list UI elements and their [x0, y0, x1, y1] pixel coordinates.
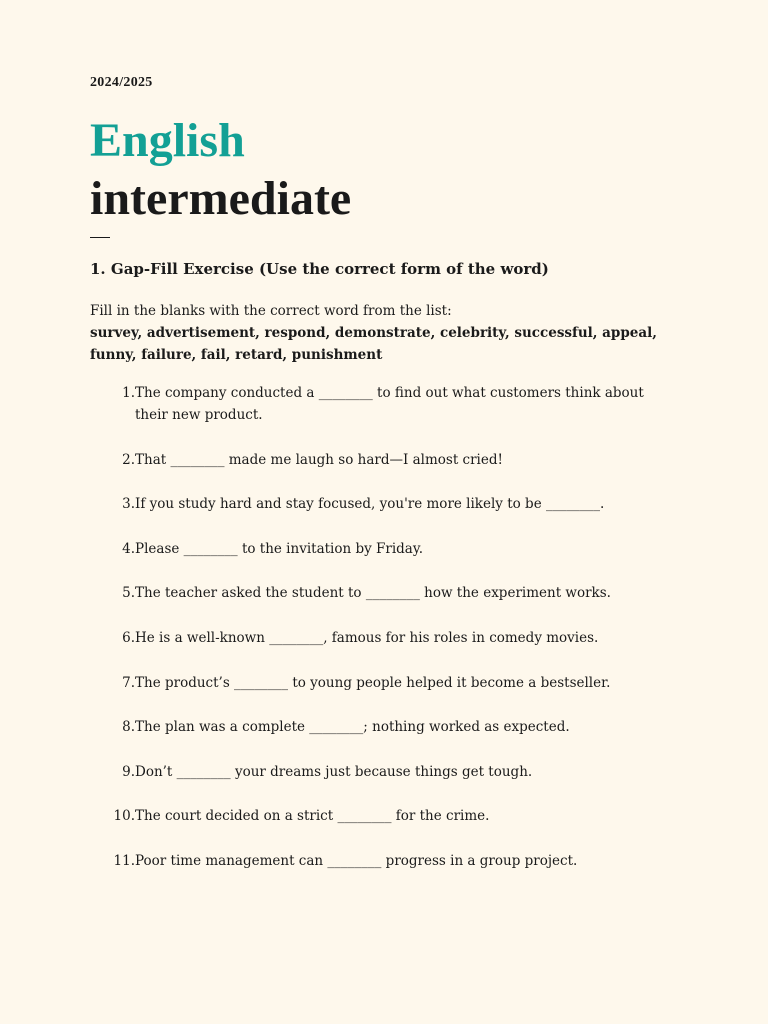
question-list	[90, 382, 680, 895]
question-item	[90, 805, 680, 827]
title-level: intermediate	[90, 172, 352, 225]
question-number: 2.	[122, 451, 135, 468]
question-number: 5.	[122, 585, 135, 602]
question-text: Please ________ to the invitation by Friday.	[135, 540, 423, 557]
instruction-text: Fill in the blanks with the correct word from the list:	[90, 303, 452, 319]
question-number: 10.	[113, 808, 135, 825]
question-item	[90, 449, 680, 471]
question-number: 4.	[122, 540, 135, 557]
question-text: The product’s ________ to young people helped it become a bestseller.	[135, 674, 611, 691]
question-number: 6.	[122, 629, 135, 646]
word-list: survey, advertisement, respond, demonstrate, celebrity, successful, appeal, funny, failure, fail, retard, punishment	[90, 325, 657, 363]
question-item	[90, 672, 680, 694]
question-item	[90, 538, 680, 560]
question-text: The company conducted a ________ to find out what customers think about their new product.	[135, 385, 644, 423]
question-number: 7.	[122, 674, 135, 691]
question-item	[90, 582, 680, 604]
question-text: The court decided on a strict ________ for the crime.	[135, 808, 490, 825]
question-number: 8.	[122, 719, 135, 736]
question-number: 11.	[113, 852, 135, 869]
exercise-heading: 1. Gap-Fill Exercise (Use the correct form of the word)	[90, 260, 549, 278]
question-text: The teacher asked the student to ________ how the experiment works.	[135, 585, 611, 602]
question-number: 3.	[122, 496, 135, 513]
divider	[90, 237, 110, 238]
question-item	[90, 627, 680, 649]
question-text: Don’t ________ your dreams just because things get tough.	[135, 763, 533, 780]
question-item	[90, 761, 680, 783]
exercise-instructions	[90, 300, 670, 366]
question-text: That ________ made me laugh so hard—I almost cried!	[135, 451, 503, 468]
question-item	[90, 850, 680, 872]
question-item	[90, 382, 680, 426]
title-subject: English	[90, 114, 245, 167]
question-number: 9.	[122, 763, 135, 780]
question-text: If you study hard and stay focused, you're more likely to be ________.	[135, 496, 605, 513]
question-number: 1.	[122, 385, 135, 401]
question-text: The plan was a complete ________; nothing worked as expected.	[135, 719, 570, 736]
question-item	[90, 716, 680, 738]
question-item	[90, 493, 680, 515]
school-year: 2024/2025	[90, 75, 153, 90]
question-text: Poor time management can ________ progress in a group project.	[135, 852, 578, 869]
question-text: He is a well-known ________, famous for his roles in comedy movies.	[135, 629, 599, 646]
